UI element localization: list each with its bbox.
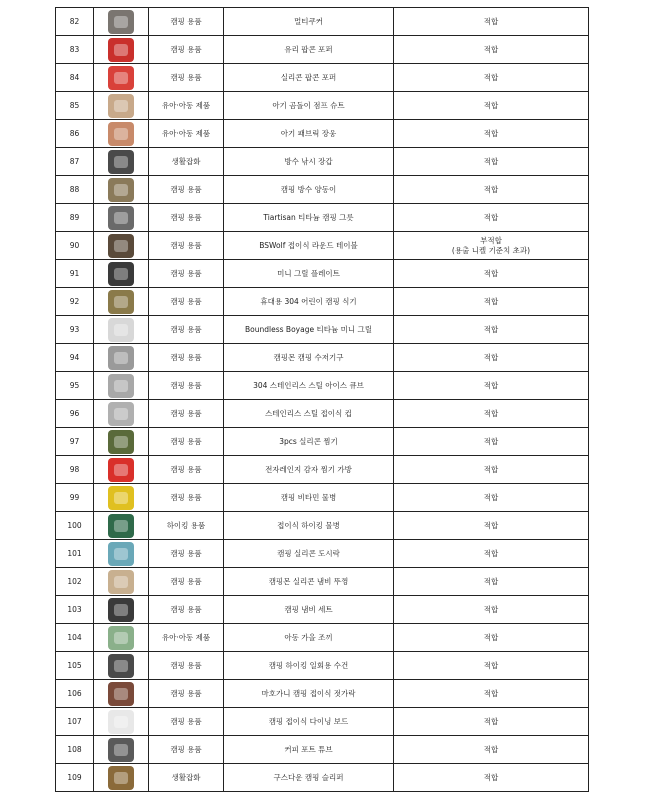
result-label: 적합: [483, 100, 499, 110]
waterproof-glove-photo: [108, 150, 134, 174]
product-name: 커피 포트 튜브: [224, 736, 394, 764]
dining-board-photo: [108, 710, 134, 734]
result-label: 적합: [483, 492, 499, 502]
table-row: [56, 400, 589, 428]
row-number: 89: [56, 204, 94, 232]
table-row: [56, 764, 589, 792]
row-number: 95: [56, 372, 94, 400]
product-category: 캠핑 용품: [149, 708, 224, 736]
table-row: [56, 736, 589, 764]
product-category: 캠핑 용품: [149, 400, 224, 428]
product-image-cell: [94, 372, 149, 400]
product-category: 유아·아동 제품: [149, 624, 224, 652]
row-number: 96: [56, 400, 94, 428]
product-image-cell: [94, 680, 149, 708]
table-row: [56, 316, 589, 344]
product-name: 304 스테인리스 스틸 아이스 큐브: [224, 372, 394, 400]
row-number: 97: [56, 428, 94, 456]
glass-popcorn-popper-photo: [108, 38, 134, 62]
row-number: 102: [56, 568, 94, 596]
product-name: 유리 팝콘 포퍼: [224, 36, 394, 64]
result-label: 적합: [483, 16, 499, 26]
product-name: 캠핑 하이킹 일회용 수건: [224, 652, 394, 680]
product-name: 아동 가을 조끼: [224, 624, 394, 652]
table-row: [56, 176, 589, 204]
row-number: 106: [56, 680, 94, 708]
row-number: 84: [56, 64, 94, 92]
folding-cup-photo: [108, 402, 134, 426]
table-row: [56, 512, 589, 540]
test-result: [394, 316, 589, 344]
table-row: [56, 708, 589, 736]
product-category: 캠핑 용품: [149, 428, 224, 456]
row-number: 90: [56, 232, 94, 260]
product-category: 캠핑 용품: [149, 344, 224, 372]
product-image-cell: [94, 400, 149, 428]
chopsticks-photo: [108, 682, 134, 706]
row-number: 109: [56, 764, 94, 792]
row-number: 105: [56, 652, 94, 680]
result-label: 적합: [483, 716, 499, 726]
result-label: 적합: [483, 772, 499, 782]
test-result: [394, 148, 589, 176]
product-image-cell: [94, 92, 149, 120]
test-result: [394, 344, 589, 372]
product-image-cell: [94, 8, 149, 36]
product-name: 캠핑몬 실리콘 냄비 뚜껑: [224, 568, 394, 596]
product-category: 캠핑 용품: [149, 36, 224, 64]
table-row: [56, 148, 589, 176]
table-row: [56, 428, 589, 456]
multi-cooker-photo: [108, 10, 134, 34]
product-category: 캠핑 용품: [149, 260, 224, 288]
result-note: (용출 니켈 기준치 초과): [451, 245, 531, 255]
product-category: 캠핑 용품: [149, 568, 224, 596]
product-name: 마호가니 캠핑 접이식 젓가락: [224, 680, 394, 708]
product-image-cell: [94, 484, 149, 512]
product-category: 캠핑 용품: [149, 596, 224, 624]
table-row: [56, 652, 589, 680]
row-number: 87: [56, 148, 94, 176]
product-name: 캠핑 비타민 물병: [224, 484, 394, 512]
result-label: 적합: [483, 156, 499, 166]
test-result: [394, 680, 589, 708]
product-name: 캠핑 냄비 세트: [224, 596, 394, 624]
waterproof-bucket-photo: [108, 178, 134, 202]
product-image-cell: [94, 568, 149, 596]
down-slipper-photo: [108, 766, 134, 790]
product-name: 아기 패브릭 장웅: [224, 120, 394, 148]
test-result: [394, 176, 589, 204]
product-image-cell: [94, 764, 149, 792]
row-number: 86: [56, 120, 94, 148]
result-label: 적합: [483, 184, 499, 194]
product-category: 유아·아동 제품: [149, 120, 224, 148]
result-label: 적합: [483, 72, 499, 82]
product-image-cell: [94, 316, 149, 344]
test-result: [394, 624, 589, 652]
result-label: 적합: [483, 576, 499, 586]
product-image-cell: [94, 428, 149, 456]
product-category: 캠핑 용품: [149, 64, 224, 92]
row-number: 103: [56, 596, 94, 624]
product-category: 하이킹 용품: [149, 512, 224, 540]
test-result: [394, 64, 589, 92]
result-label: 적합: [483, 44, 499, 54]
test-result: [394, 92, 589, 120]
result-label: 적합: [483, 128, 499, 138]
product-name: 미니 그릴 플레이트: [224, 260, 394, 288]
table-row: [56, 372, 589, 400]
result-label: 부적합: [480, 236, 502, 246]
product-image-cell: [94, 596, 149, 624]
hiking-bottle-photo: [108, 514, 134, 538]
test-result: [394, 540, 589, 568]
test-result: [394, 764, 589, 792]
row-number: 101: [56, 540, 94, 568]
product-name: 휴대용 304 어린이 캠핑 식기: [224, 288, 394, 316]
product-category: 캠핑 용품: [149, 680, 224, 708]
vitamin-bottle-photo: [108, 486, 134, 510]
product-name: 캠핑 실리콘 도시락: [224, 540, 394, 568]
result-label: 적합: [483, 436, 499, 446]
row-number: 104: [56, 624, 94, 652]
row-number: 99: [56, 484, 94, 512]
round-table-photo: [108, 234, 134, 258]
product-category: 캠핑 용품: [149, 540, 224, 568]
cutlery-set-photo: [108, 290, 134, 314]
row-number: 94: [56, 344, 94, 372]
table-row: [56, 680, 589, 708]
table-row: [56, 120, 589, 148]
result-label: 적합: [483, 464, 499, 474]
product-name: 멀티쿠커: [224, 8, 394, 36]
table-row: [56, 288, 589, 316]
silicone-lunchbox-photo: [108, 542, 134, 566]
test-result: [394, 596, 589, 624]
table-row: [56, 624, 589, 652]
row-number: 92: [56, 288, 94, 316]
product-category: 캠핑 용품: [149, 484, 224, 512]
test-result: [394, 260, 589, 288]
row-number: 91: [56, 260, 94, 288]
product-category: 캠핑 용품: [149, 204, 224, 232]
disposable-towel-photo: [108, 654, 134, 678]
product-category: 캠핑 용품: [149, 372, 224, 400]
result-label: 적합: [483, 296, 499, 306]
product-name: BSWolf 접이식 라운드 테이블: [224, 232, 394, 260]
ice-cube-photo: [108, 374, 134, 398]
product-category: 유아·아동 제품: [149, 92, 224, 120]
coffee-pot-tube-photo: [108, 738, 134, 762]
table-row: [56, 232, 589, 260]
result-label: 적합: [483, 324, 499, 334]
product-image-cell: [94, 232, 149, 260]
product-image-cell: [94, 148, 149, 176]
row-number: 85: [56, 92, 94, 120]
product-category: 캠핑 용품: [149, 456, 224, 484]
product-image-cell: [94, 36, 149, 64]
row-number: 98: [56, 456, 94, 484]
baby-fabric-item-photo: [108, 122, 134, 146]
row-number: 93: [56, 316, 94, 344]
grill-plate-photo: [108, 262, 134, 286]
result-label: 적합: [483, 268, 499, 278]
product-name: 캠핑몬 캠핑 수저기구: [224, 344, 394, 372]
result-label: 적합: [483, 688, 499, 698]
product-category: 생활잡화: [149, 764, 224, 792]
product-name: 캠핑 방수 양동이: [224, 176, 394, 204]
table-row: [56, 456, 589, 484]
utensil-tool-photo: [108, 346, 134, 370]
test-result: [394, 36, 589, 64]
product-image-cell: [94, 512, 149, 540]
results-table: [55, 7, 589, 792]
results-table-body: [56, 8, 589, 792]
result-label: 적합: [483, 548, 499, 558]
silicone-steamer-photo: [108, 430, 134, 454]
kids-vest-photo: [108, 626, 134, 650]
table-row: [56, 36, 589, 64]
test-result: [394, 736, 589, 764]
test-result: [394, 484, 589, 512]
test-result: [394, 8, 589, 36]
product-category: 캠핑 용품: [149, 316, 224, 344]
test-result: [394, 232, 589, 260]
row-number: 83: [56, 36, 94, 64]
product-image-cell: [94, 64, 149, 92]
table-row: [56, 540, 589, 568]
titanium-bowl-photo: [108, 206, 134, 230]
result-label: 적합: [483, 604, 499, 614]
test-result: [394, 652, 589, 680]
test-result: [394, 428, 589, 456]
product-category: 캠핑 용품: [149, 176, 224, 204]
product-image-cell: [94, 344, 149, 372]
product-category: 캠핑 용품: [149, 736, 224, 764]
table-row: [56, 204, 589, 232]
product-name: 실리콘 팝콘 포퍼: [224, 64, 394, 92]
baby-bear-jumpsuit-photo: [108, 94, 134, 118]
product-name: 아기 곰돌이 점프 슈트: [224, 92, 394, 120]
test-result: [394, 512, 589, 540]
product-image-cell: [94, 204, 149, 232]
product-category: 캠핑 용품: [149, 288, 224, 316]
test-result: [394, 400, 589, 428]
test-result: [394, 456, 589, 484]
table-row: [56, 260, 589, 288]
product-name: 스테인리스 스틸 접이식 컵: [224, 400, 394, 428]
test-result: [394, 288, 589, 316]
product-image-cell: [94, 624, 149, 652]
product-image-cell: [94, 176, 149, 204]
table-row: [56, 8, 589, 36]
test-result: [394, 568, 589, 596]
product-name: Boundless Boyage 티타늄 미니 그릴: [224, 316, 394, 344]
product-name: 3pcs 실리콘 찜기: [224, 428, 394, 456]
product-image-cell: [94, 708, 149, 736]
row-number: 88: [56, 176, 94, 204]
result-label: 적합: [483, 660, 499, 670]
test-result: [394, 120, 589, 148]
row-number: 107: [56, 708, 94, 736]
product-name: 캠핑 접이식 다이닝 보드: [224, 708, 394, 736]
result-label: 적합: [483, 212, 499, 222]
table-row: [56, 484, 589, 512]
product-name: 방수 낚시 장갑: [224, 148, 394, 176]
table-row: [56, 344, 589, 372]
table-row: [56, 64, 589, 92]
result-label: 적합: [483, 408, 499, 418]
product-name: 접이식 하이킹 물병: [224, 512, 394, 540]
product-image-cell: [94, 736, 149, 764]
product-name: Tiartisan 티타늄 캠핑 그릇: [224, 204, 394, 232]
result-label: 적합: [483, 380, 499, 390]
product-category: 캠핑 용품: [149, 232, 224, 260]
row-number: 100: [56, 512, 94, 540]
product-category: 캠핑 용품: [149, 8, 224, 36]
product-image-cell: [94, 120, 149, 148]
product-name: 전자레인지 감자 찜기 가방: [224, 456, 394, 484]
table-row: [56, 568, 589, 596]
product-image-cell: [94, 456, 149, 484]
product-image-cell: [94, 540, 149, 568]
product-image-cell: [94, 260, 149, 288]
pot-lid-photo: [108, 570, 134, 594]
silicone-popcorn-popper-photo: [108, 66, 134, 90]
table-row: [56, 596, 589, 624]
pot-set-photo: [108, 598, 134, 622]
result-label: 적합: [483, 632, 499, 642]
test-result: [394, 372, 589, 400]
results-table-container: [55, 7, 588, 792]
mini-grill-photo: [108, 318, 134, 342]
result-label: 적합: [483, 744, 499, 754]
result-label: 적합: [483, 520, 499, 530]
test-result: [394, 708, 589, 736]
product-category: 생활잡화: [149, 148, 224, 176]
row-number: 108: [56, 736, 94, 764]
product-category: 캠핑 용품: [149, 652, 224, 680]
test-result: [394, 204, 589, 232]
product-image-cell: [94, 652, 149, 680]
row-number: 82: [56, 8, 94, 36]
product-name: 구스다운 캠핑 슬리퍼: [224, 764, 394, 792]
result-label: 적합: [483, 352, 499, 362]
product-image-cell: [94, 288, 149, 316]
table-row: [56, 92, 589, 120]
potato-bag-photo: [108, 458, 134, 482]
